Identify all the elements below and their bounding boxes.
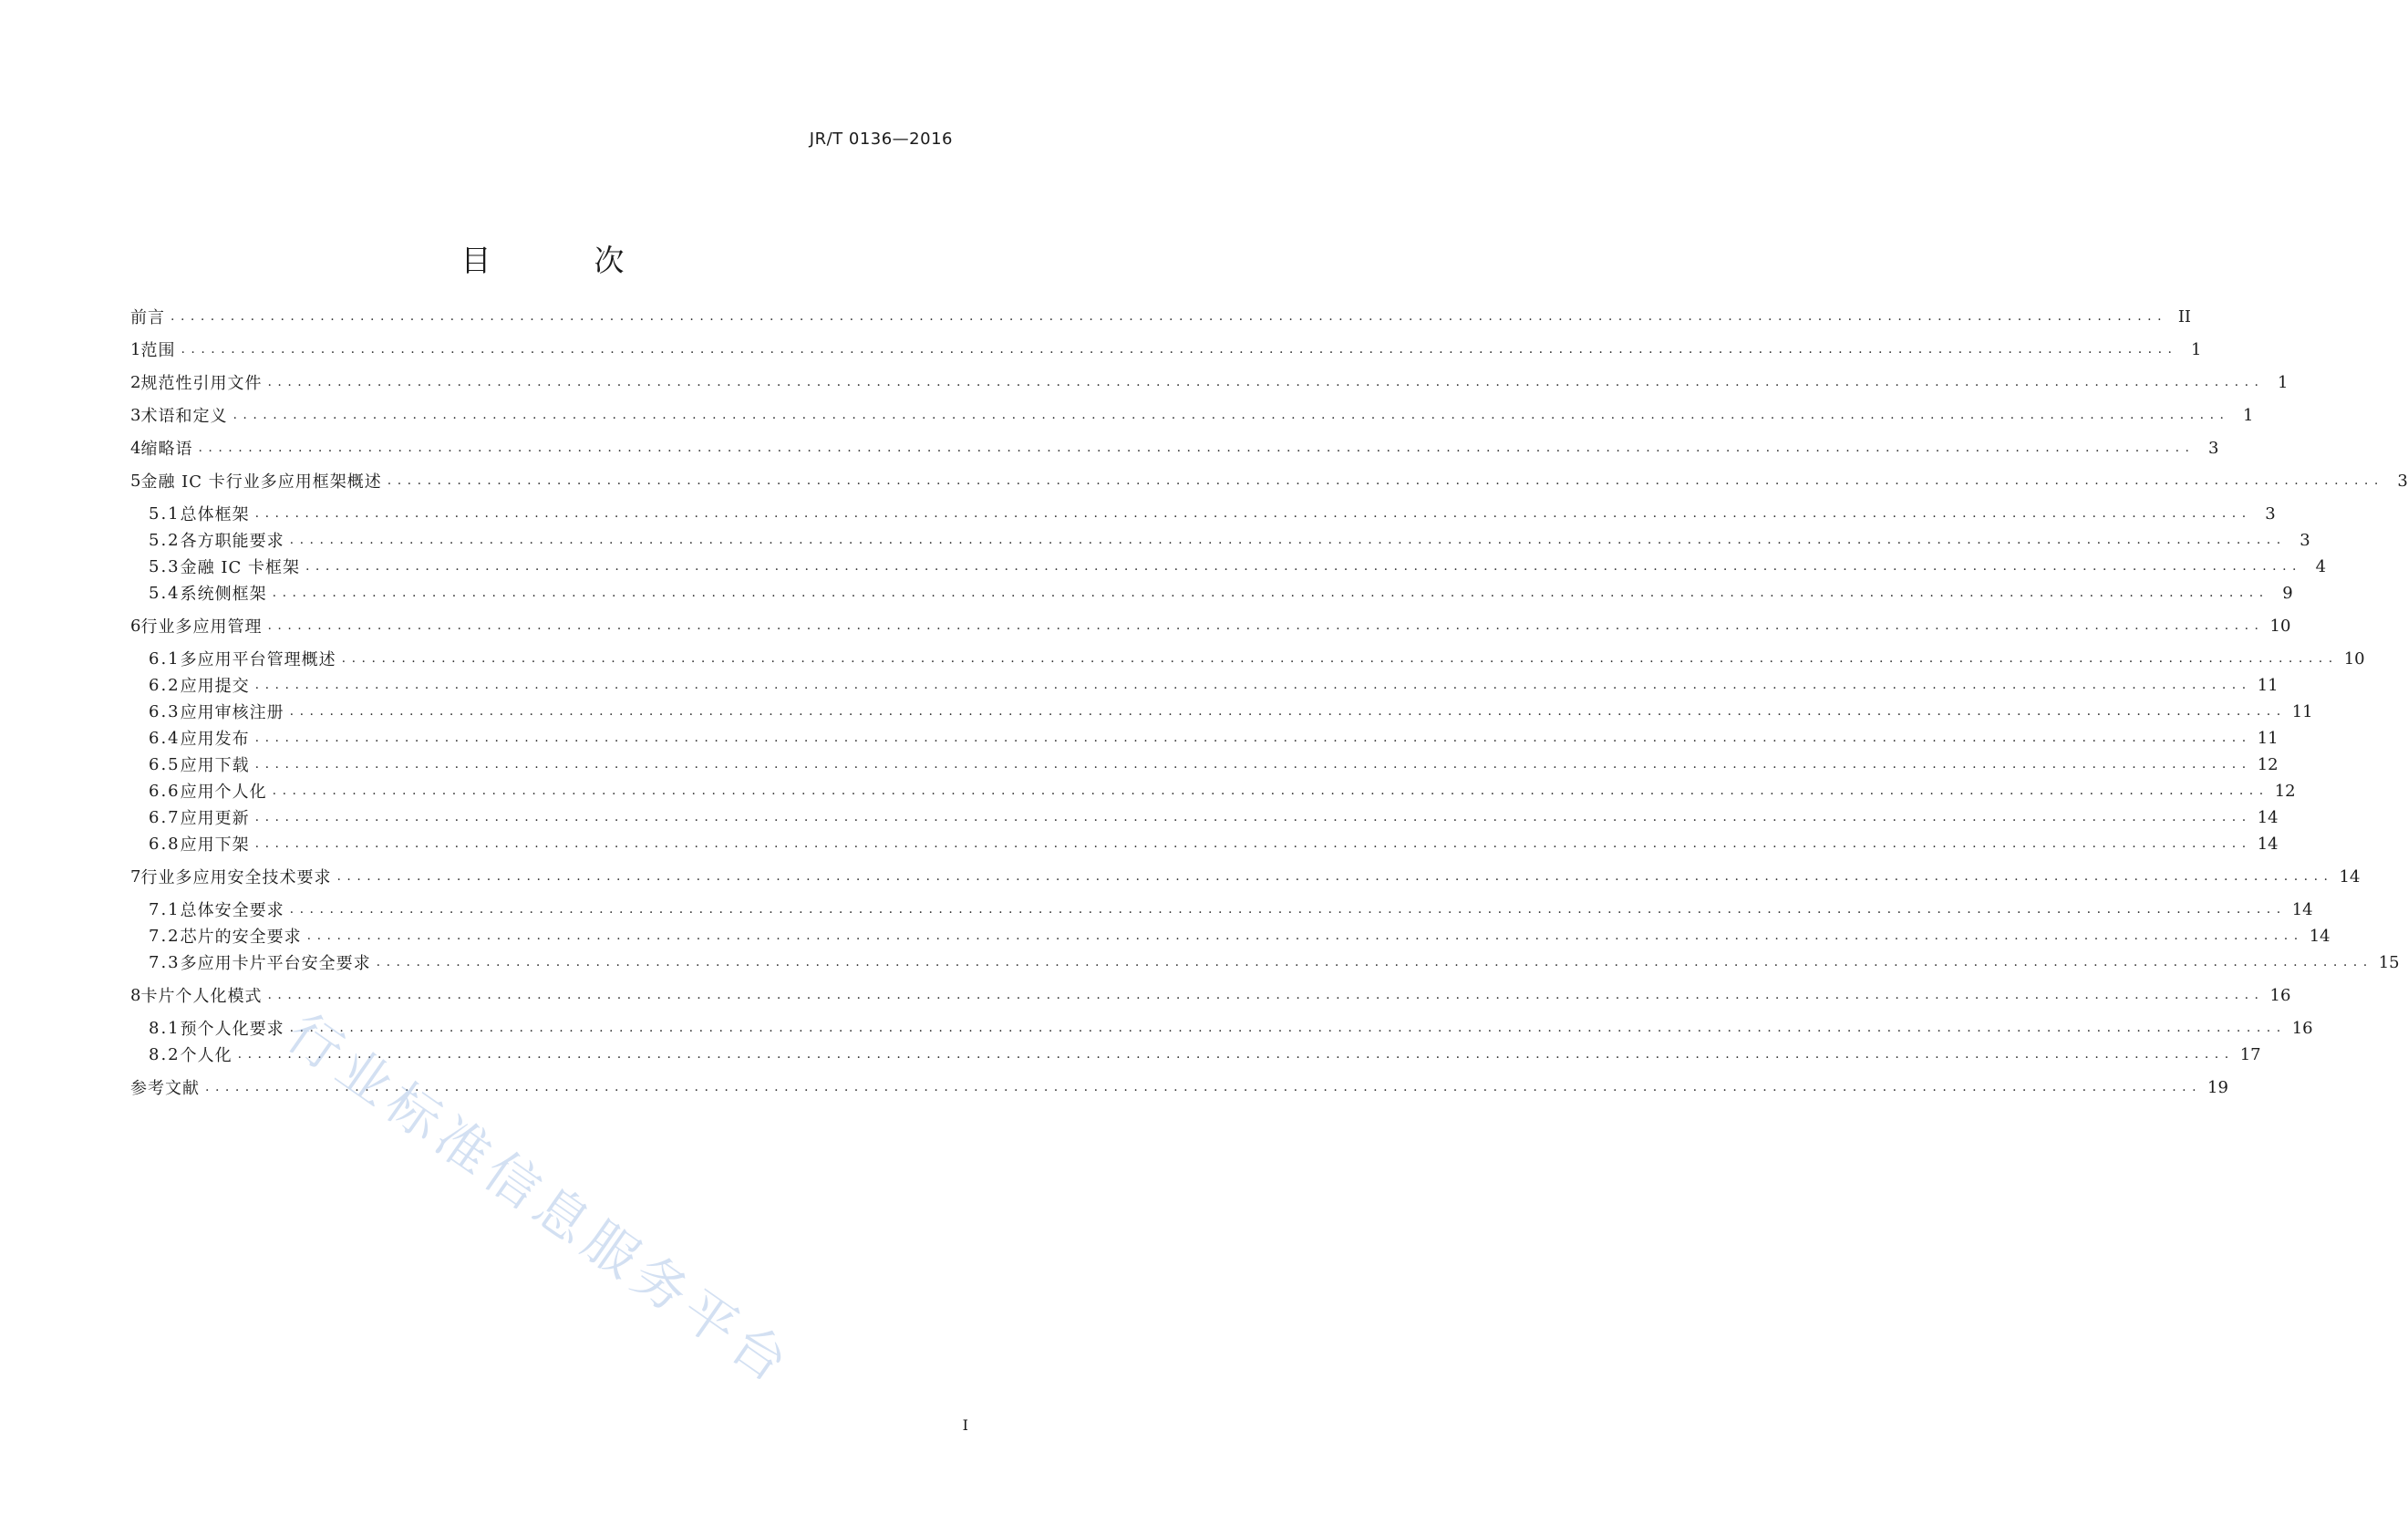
- toc-leader-dots: ........................................................................................................................................................................................................: [181, 342, 2178, 357]
- toc-entry-label: 卡片个人化模式: [140, 987, 263, 1006]
- toc-entry-page: 12: [2274, 781, 2296, 801]
- toc-entry-number: 7.1: [149, 899, 181, 919]
- toc-entry[interactable]: [149, 897, 2313, 921]
- toc-leader-dots: ........................................................................................................................................................................................................: [254, 678, 2252, 692]
- toc-entry-number: 6.2: [149, 675, 181, 695]
- toc-entry-number: 7.3: [149, 952, 181, 972]
- toc-entry-number: 1: [130, 339, 141, 359]
- toc-leader-dots: ........................................................................................................................................................................................................: [254, 836, 2252, 851]
- toc-entry-label: 芯片的安全要求: [180, 928, 302, 947]
- toc-entry[interactable]: [149, 779, 2296, 803]
- toc-entry-page: 15: [2378, 952, 2400, 972]
- watermark: 行业标准信息服务平台: [275, 1001, 805, 1398]
- toc-entry-page: 9: [2282, 583, 2293, 603]
- toc-entry[interactable]: [149, 1016, 2313, 1040]
- toc-entry-page: 3: [2397, 471, 2408, 491]
- toc-entry[interactable]: [149, 752, 2279, 776]
- toc-entry-page: 10: [2269, 616, 2291, 636]
- toc-leader-dots: ........................................................................................................................................................................................................: [267, 375, 2265, 389]
- toc-entry-number: 8.1: [149, 1018, 181, 1038]
- toc-entry-label: 多应用平台管理概述: [180, 650, 336, 669]
- toc-entry[interactable]: [149, 581, 2293, 605]
- toc-entry[interactable]: [130, 403, 2254, 427]
- toc-leader-dots: ........................................................................................................................................................................................................: [198, 441, 2196, 455]
- toc-entry-label: 应用发布: [180, 730, 250, 749]
- toc-entry-label: 行业多应用管理: [140, 617, 263, 637]
- toc-entry[interactable]: [149, 1042, 2261, 1066]
- toc-entry-page: II: [2177, 306, 2192, 327]
- toc-entry-label: 规范性引用文件: [140, 374, 263, 393]
- toc-entry[interactable]: [149, 726, 2279, 750]
- toc-entry[interactable]: [130, 436, 2219, 460]
- toc-entry-label: 应用审核注册: [180, 703, 284, 722]
- toc-entry-label: 系统侧框架: [180, 585, 267, 604]
- toc-entry-number: 5.4: [149, 583, 181, 603]
- toc-leader-dots: ........................................................................................................................................................................................................: [289, 1021, 2287, 1035]
- toc-leader-dots: ........................................................................................................................................................................................................: [289, 704, 2287, 719]
- toc-entry-label: 金融 IC 卡框架: [180, 558, 300, 577]
- toc-entry-page: 3: [2299, 530, 2310, 550]
- toc-entry[interactable]: [149, 805, 2279, 829]
- toc-entry-number: 6.7: [149, 807, 181, 827]
- toc-entry[interactable]: [149, 555, 2327, 578]
- toc-leader-dots: ........................................................................................................................................................................................................: [171, 309, 2168, 324]
- toc-entry-page: 10: [2343, 648, 2365, 669]
- toc-leader-dots: ........................................................................................................................................................................................................: [306, 928, 2304, 943]
- toc-entry-page: 11: [2257, 675, 2279, 695]
- toc-entry-number: 6.3: [149, 701, 181, 721]
- toc-entry-page: 14: [2339, 866, 2361, 887]
- toc-entry-label: 预个人化要求: [180, 1020, 284, 1039]
- toc-entry-label: 范围: [140, 341, 176, 360]
- toc-entry-label: 各方职能要求: [180, 532, 284, 551]
- toc-entry-label: 缩略语: [140, 440, 193, 459]
- toc-entry-label: 多应用卡片平台安全要求: [180, 954, 371, 973]
- toc-leader-dots: ........................................................................................................................................................................................................: [387, 473, 2384, 488]
- toc-entry-page: 11: [2291, 701, 2313, 721]
- toc-leader-dots: ........................................................................................................................................................................................................: [289, 533, 2287, 547]
- toc-leader-dots: ........................................................................................................................................................................................................: [305, 559, 2303, 574]
- toc-entry-page: 14: [2291, 899, 2313, 919]
- toc-leader-dots: ........................................................................................................................................................................................................: [272, 586, 2269, 600]
- toc-leader-dots: ........................................................................................................................................................................................................: [376, 955, 2373, 970]
- toc-entry-page: 17: [2239, 1044, 2261, 1064]
- page-number: I: [962, 1416, 968, 1434]
- toc-leader-dots: ........................................................................................................................................................................................................: [267, 988, 2265, 1002]
- toc-entry-number: 6: [130, 616, 141, 636]
- toc-entry-label: 总体框架: [180, 505, 250, 524]
- toc-entry-page: 14: [2257, 834, 2279, 854]
- toc-entry-number: 5: [130, 471, 141, 491]
- toc-leader-dots: ........................................................................................................................................................................................................: [272, 783, 2269, 798]
- toc-entry-label: 总体安全要求: [180, 901, 284, 920]
- toc-entry[interactable]: [149, 832, 2279, 856]
- toc-entry-label: 个人化: [180, 1046, 233, 1065]
- toc-entry-page: 11: [2257, 728, 2279, 748]
- toc-entry[interactable]: [149, 950, 2400, 974]
- toc-entry-number: 6.4: [149, 728, 181, 748]
- toc-leader-dots: ........................................................................................................................................................................................................: [336, 869, 2334, 884]
- toc-entry-number: 6.5: [149, 754, 181, 774]
- toc-entry-number: 6.1: [149, 648, 181, 669]
- toc-entry[interactable]: [130, 469, 2408, 493]
- toc-entry[interactable]: [149, 647, 2365, 670]
- toc-entry-label: 应用提交: [180, 677, 250, 696]
- toc-entry-page: 14: [2309, 926, 2330, 946]
- toc-leader-dots: ........................................................................................................................................................................................................: [267, 618, 2265, 633]
- toc-leader-dots: ........................................................................................................................................................................................................: [254, 731, 2252, 745]
- toc-leader-dots: ........................................................................................................................................................................................................: [233, 408, 2230, 422]
- toc-entry-page: 3: [2208, 438, 2219, 458]
- toc-leader-dots: ........................................................................................................................................................................................................: [254, 506, 2252, 521]
- toc-entry-page: 1: [2278, 372, 2289, 392]
- toc-entry-label: 行业多应用安全技术要求: [140, 868, 332, 887]
- toc-entry-number: 7.2: [149, 926, 181, 946]
- page-title: 目 次: [460, 243, 661, 278]
- toc-entry-page: 1: [2243, 405, 2254, 425]
- toc-leader-dots: ........................................................................................................................................................................................................: [289, 902, 2287, 917]
- toc-entry[interactable]: [130, 865, 2361, 888]
- toc-entry-number: 6.8: [149, 834, 181, 854]
- toc-entry-label: 术语和定义: [140, 407, 228, 426]
- toc-entry[interactable]: [130, 337, 2202, 361]
- toc-leader-dots: ........................................................................................................................................................................................................: [254, 810, 2252, 825]
- toc-entry-number: 3: [130, 405, 141, 425]
- toc-entry[interactable]: [130, 370, 2289, 394]
- standard-code: JR/T 0136—2016: [809, 130, 953, 149]
- toc-entry-label: 应用个人化: [180, 783, 267, 802]
- toc-entry-label: 应用下架: [180, 835, 250, 855]
- toc-entry[interactable]: [149, 924, 2330, 948]
- toc-entry[interactable]: [149, 502, 2276, 525]
- toc-entry-page: 16: [2269, 985, 2291, 1005]
- toc-entry-label: 前言: [130, 308, 165, 327]
- toc-entry-number: 8: [130, 985, 141, 1005]
- toc-entry-page: 3: [2265, 503, 2276, 524]
- toc-entry-page: 14: [2257, 807, 2279, 827]
- toc-entry-number: 2: [130, 372, 141, 392]
- toc-entry-page: 1: [2191, 339, 2202, 359]
- toc-entry[interactable]: [149, 528, 2310, 552]
- toc-entry[interactable]: [149, 700, 2313, 723]
- toc-entry-page: 12: [2257, 754, 2279, 774]
- toc-leader-dots: ........................................................................................................................................................................................................: [341, 651, 2339, 666]
- toc-entry[interactable]: [130, 614, 2291, 638]
- toc-entry[interactable]: [130, 1075, 2228, 1099]
- toc-entry-page: 16: [2291, 1018, 2313, 1038]
- toc-entry-number: 8.2: [149, 1044, 181, 1064]
- toc-entry-page: 4: [2315, 556, 2327, 576]
- toc-entry-label: 金融 IC 卡行业多应用框架概述: [140, 472, 382, 492]
- toc-entry[interactable]: [130, 305, 2192, 328]
- toc-entry-number: 5.3: [149, 556, 181, 576]
- toc-entry-number: 7: [130, 866, 141, 887]
- toc-entry-label: 参考文献: [130, 1079, 200, 1098]
- toc-leader-dots: ........................................................................................................................................................................................................: [237, 1047, 2235, 1062]
- toc-entry-label: 应用下载: [180, 756, 250, 775]
- toc-entry-number: 5.1: [149, 503, 181, 524]
- toc-entry[interactable]: [149, 673, 2279, 697]
- toc-entry-number: 5.2: [149, 530, 181, 550]
- toc-entry-page: 19: [2207, 1077, 2228, 1097]
- toc-entry[interactable]: [130, 983, 2291, 1007]
- toc-leader-dots: ........................................................................................................................................................................................................: [205, 1080, 2203, 1094]
- toc-entry-number: 6.6: [149, 781, 181, 801]
- toc-entry-number: 4: [130, 438, 141, 458]
- toc-entry-label: 应用更新: [180, 809, 250, 828]
- toc-leader-dots: ........................................................................................................................................................................................................: [254, 757, 2252, 772]
